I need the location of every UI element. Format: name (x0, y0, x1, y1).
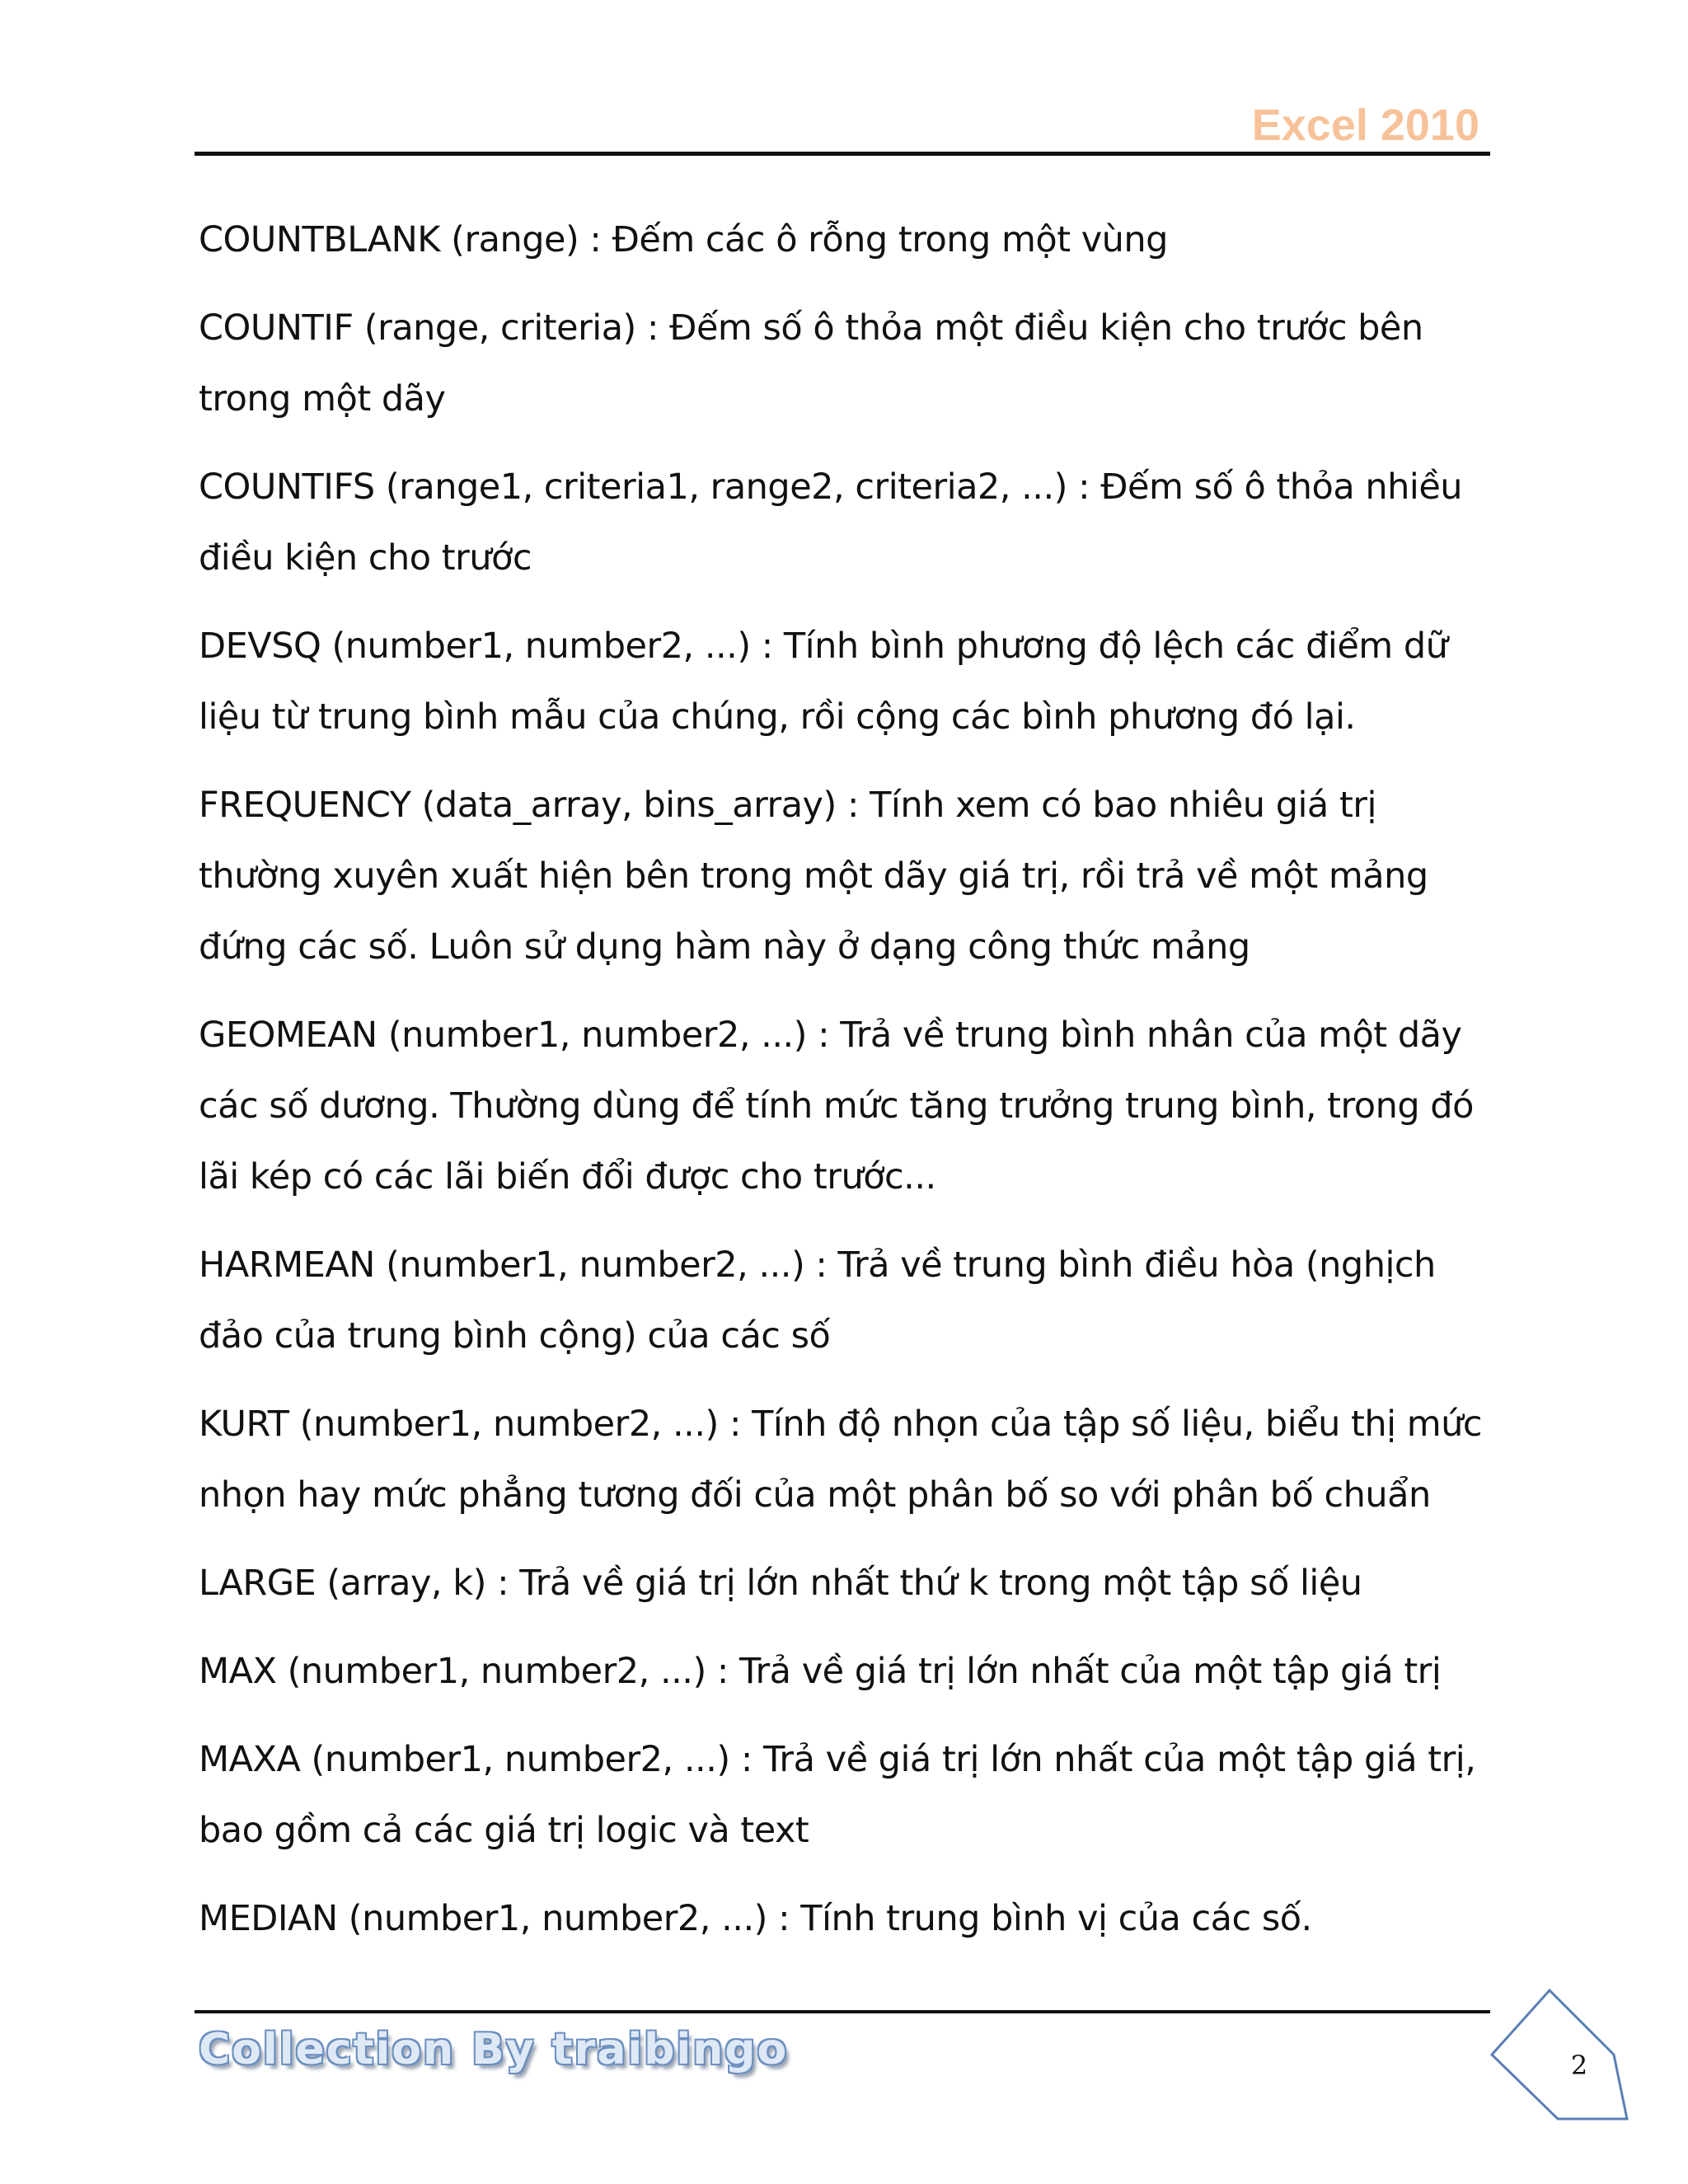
function-entry-harmean: HARMEAN (number1, number2, ...) : Trả về trung bình điều hòa (nghịch đảo của trung bình cộng) của các số (199, 1244, 1436, 1357)
function-entry-countblank: COUNTBLANK (range) : Đếm các ô rỗng trong một vùng (199, 219, 1168, 260)
function-entry-frequency: FREQUENCY (data_array, bins_array) : Tính xem có bao nhiêu giá trị thường xuyên xuất hiện bên trong một dãy giá trị, rồi trả về một mảng đứng các số. Luôn sử dụng hàm này ở dạng công thức mảng (199, 785, 1428, 968)
function-entry-median: MEDIAN (number1, number2, ...) : Tính trung bình vị của các số. (199, 1898, 1312, 1939)
document-header-title: Excel 2010 (1251, 101, 1479, 150)
document-body (199, 204, 1493, 1971)
function-entry-countif: COUNTIF (range, criteria) : Đếm số ô thỏa một điều kiện cho trước bên trong một dãy (199, 307, 1423, 419)
function-entry-maxa: MAXA (number1, number2, ...) : Trả về giá trị lớn nhất của một tập giá trị, bao gồm cả các giá trị logic và text (199, 1739, 1476, 1851)
function-entry-devsq: DEVSQ (number1, number2, ...) : Tính bình phương độ lệch các điểm dữ liệu từ trung bình mẫu của chúng, rồi cộng các bình phương đó lại. (199, 626, 1448, 738)
function-entry-max: MAX (number1, number2, ...) : Trả về giá trị lớn nhất của một tập giá trị (199, 1651, 1442, 1692)
function-entry-geomean: GEOMEAN (number1, number2, ...) : Trả về trung bình nhân của một dãy các số dương. Thường dùng để tính mức tăng trưởng trung bình, trong đó lãi kép có các lãi biến đổi được cho trước... (199, 1015, 1474, 1197)
footer-brand-text: Collection By traibingo (199, 2025, 789, 2074)
footer-divider (195, 2010, 1490, 2013)
function-entry-kurt: KURT (number1, number2, ...) : Tính độ nhọn của tập số liệu, biểu thị mức nhọn hay mức phẳng tương đối của một phân bố so với phân bố chuẩn (199, 1404, 1483, 1516)
function-entry-large: LARGE (array, k) : Trả về giá trị lớn nhất thứ k trong một tập số liệu (199, 1563, 1362, 1604)
page-number: 2 (1570, 2050, 1588, 2081)
function-entry-countifs: COUNTIFS (range1, criteria1, range2, criteria2, ...) : Đếm số ô thỏa nhiều điều kiện cho trước (199, 466, 1463, 579)
header-divider (195, 152, 1490, 156)
